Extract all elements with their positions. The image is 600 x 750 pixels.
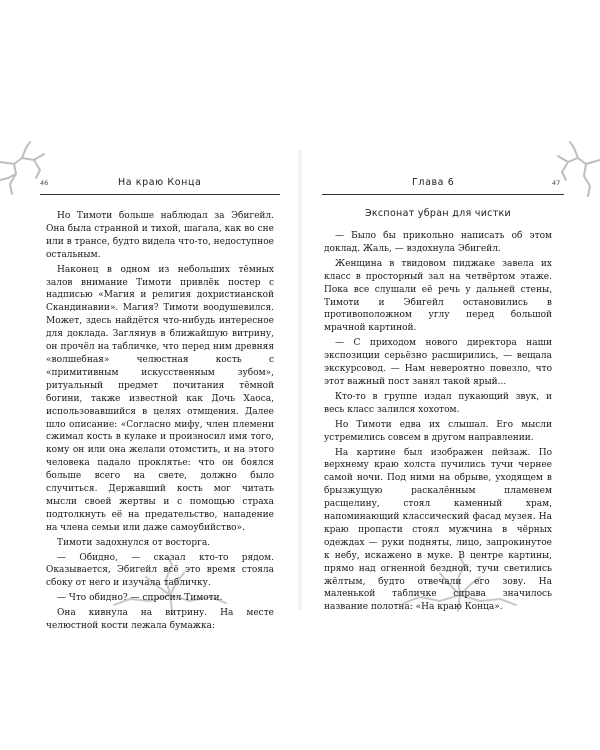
- paragraph: На картине был изображен пейзаж. По верхнему краю холста пучились тучи чернее самой ночи. Под ними на обрыве, уходящем в брызжущую раскалённым пламенем расщелину, стоял каменный храм, напоминающий классический фасад музея. На краю пропасти стоял мужчина в чёрных одеждах — руки подняты, лицо, запрокинутое к небу, искажено в муке. В центре картины, прямо над огненной бездной, тучи светились жёлтым, будто отвечали его зову. На маленькой табличке справа значилось название полотна: «На краю Конца».: [324, 447, 552, 613]
- running-head: Глава 6: [412, 177, 455, 188]
- left-page-body: [46, 210, 274, 635]
- paragraph: — Было бы прикольно написать об этом доклад. Жаль, — вздохнула Эбигейл.: [324, 231, 552, 254]
- right-page: [300, 150, 590, 613]
- paragraph: Наконец в одном из небольших тёмных залов внимание Тимоти привлёк постер с надписью «Магия и религия дохристианской Скандинавии». Магия? Тимоти воодушевился. Может, здесь найдётся что-нибудь интересное для доклада. Заглянув в ближайшую витрину, он прочёл на табличке, что перед ним древняя «волшебная» челюстная кость с «примитивным искусственным зубом», ритуальный предмет почитания тёмной богини, также известной как Дочь Хаоса, использовавшийся в целях отмщения. Далее шло описание: «Согласно мифу, член племени сжимал кость в кулаке и произносил имя того, кому он или она желали отомстить, и на этого человека падало проклятье: что он боялся больше всего на свете, должно было случиться. Державший кость мог читать мысли своей жертвы и с помощью страха подтолкнуть её на предательство, нападение на члена семьи или даже самоубийство».: [46, 264, 274, 533]
- paragraph: Она кивнула на витрину. На месте челюстной кости лежала бумажка:: [46, 608, 274, 632]
- running-head: На краю Конца: [118, 177, 202, 188]
- section-title: Экспонат убран для чистки: [364, 208, 512, 219]
- paragraph: Но Тимоти едва их слышал. Его мысли устремились совсем в другом направлении.: [324, 419, 552, 443]
- paragraph: Женщина в твидовом пиджаке завела их класс в просторный зал на четвёртом этаже. Пока все слушали её речь у дальней стены, Тимоти и Эбигейл остановились в противоположном углу перед большой мрачной картиной.: [324, 258, 552, 334]
- paragraph: — Обидно, — сказал кто-то рядом. Оказывается, Эбигейл всё это время стояла сбоку от него и изучала табличку.: [46, 552, 274, 589]
- paragraph: — Что обидно? — спросил Тимоти.: [57, 593, 223, 604]
- paragraph: Но Тимоти больше наблюдал за Эбигейл. Она была странной и тихой, шагала, как во сне или в трансе, будто видела что-то, недоступное остальным.: [46, 211, 274, 260]
- page-number: 46: [40, 179, 49, 187]
- header-rule: [40, 194, 280, 195]
- header-rule: [322, 194, 564, 195]
- right-page-body: [324, 230, 552, 616]
- paragraph: — С приходом нового директора наши экспозиции серьёзно расширились, — вещала экскурсовод. — Нам невероятно повезло, что этот важный пост занял такой ярый...: [324, 338, 552, 387]
- paragraph: Тимоти задохнулся от восторга.: [57, 537, 211, 548]
- paragraph: Кто-то в группе издал пукающий звук, и весь класс залился хохотом.: [324, 391, 552, 415]
- page-number: 47: [552, 179, 561, 187]
- left-page: [10, 150, 300, 632]
